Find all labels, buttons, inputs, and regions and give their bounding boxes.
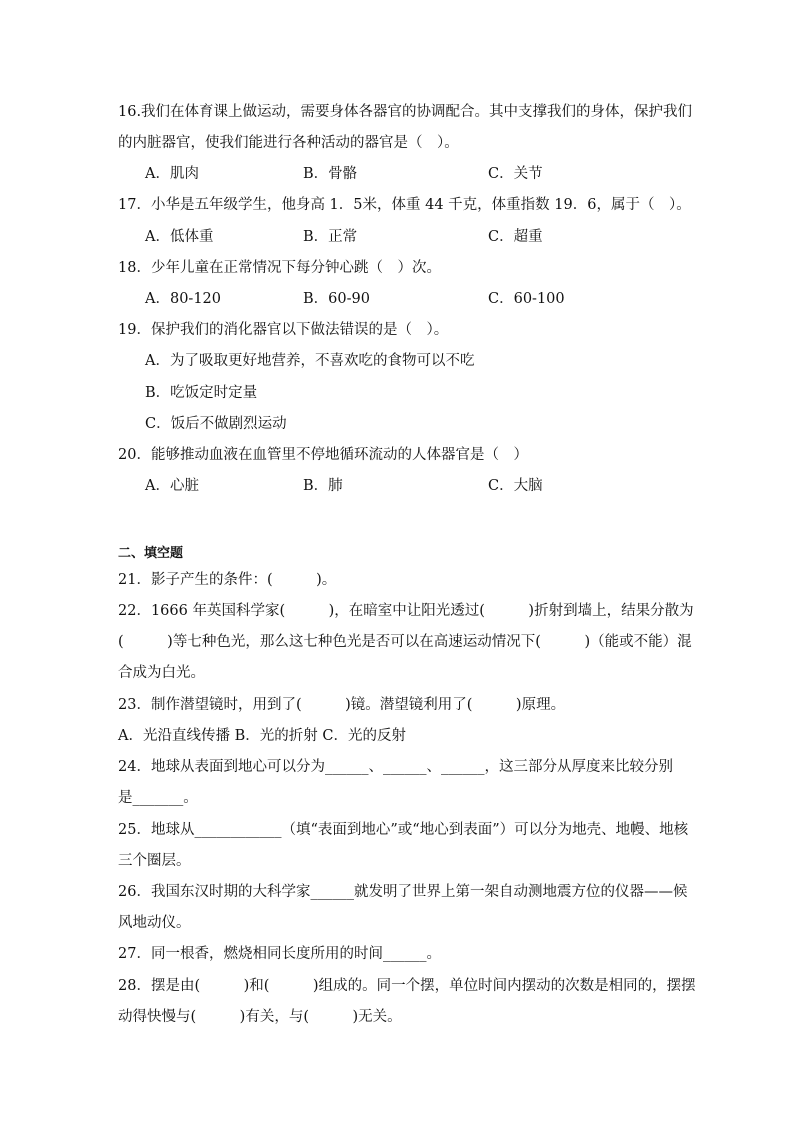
q19-option-b: B．吃饭定时定量	[145, 385, 258, 401]
q17-text: 17．小华是五年级学生，他身高 1．5米，体重 44 千克，体重指数 19．6，属于（ ）。	[118, 197, 691, 213]
q16-option-a: A．肌肉	[145, 166, 199, 182]
q28-text-line2: 动得快慢与( )有关，与( )无关。	[118, 1009, 402, 1025]
q19-option-a: A．为了吸取更好地营养，不喜欢吃的食物可以不吃	[145, 353, 475, 369]
q20-option-b: B．肺	[303, 478, 343, 494]
q24-text-line2: 是_______。	[118, 790, 198, 806]
q18-option-a: A．80-120	[145, 291, 221, 307]
section-heading-fill-blank: 二、填空题	[118, 546, 184, 561]
q19-option-c: C．饭后不做剧烈运动	[145, 416, 287, 432]
q23-text: 23．制作潜望镜时，用到了( )镜。潜望镜利用了( )原理。	[118, 697, 566, 713]
q17-option-a: A．低体重	[145, 229, 214, 245]
q20-text: 20．能够推动血液在血管里不停地循环流动的人体器官是（ ）	[118, 447, 528, 463]
q26-text-line1: 26．我国东汉时期的大科学家______就发明了世界上第一架自动测地震方位的仪器——候	[118, 884, 688, 900]
q16-option-b: B．骨骼	[303, 166, 358, 182]
q23-options: A．光沿直线传播 B．光的折射 C．光的反射	[118, 728, 406, 744]
q20-option-c: C．大脑	[488, 478, 543, 494]
q18-text: 18．少年儿童在正常情况下每分钟心跳（ ）次。	[118, 260, 441, 276]
q16-text-line1: 16.我们在体育课上做运动，需要身体各器官的协调配合。其中支撑我们的身体，保护我们	[118, 104, 693, 120]
q16-option-c: C．关节	[488, 166, 543, 182]
q20-option-a: A．心脏	[145, 478, 199, 494]
q25-text-line2: 三个圈层。	[118, 853, 191, 869]
q22-text-line2: ( )等七种色光，那么这七种色光是否可以在高速运动情况下( )（能或不能）混	[118, 634, 692, 650]
q18-option-c: C．60-100	[488, 291, 565, 307]
q22-text-line1: 22．1666 年英国科学家( )，在暗室中让阳光透过( )折射到墙上，结果分散为	[118, 603, 694, 619]
q21-text: 21．影子产生的条件：( )。	[118, 572, 337, 588]
q24-text-line1: 24．地球从表面到地心可以分为______、______、______，这三部分从厚度来比较分别	[118, 759, 673, 775]
q26-text-line2: 风地动仪。	[118, 915, 191, 931]
q27-text: 27．同一根香，燃烧相同长度所用的时间______。	[118, 946, 441, 962]
q20-options	[145, 476, 665, 496]
q28-text-line1: 28．摆是由( )和( )组成的。同一个摆，单位时间内摆动的次数是相同的，摆摆	[118, 978, 696, 994]
q16-options	[145, 164, 665, 184]
q18-option-b: B．60-90	[303, 291, 370, 307]
q19-text: 19．保护我们的消化器官以下做法错误的是（ ）。	[118, 322, 449, 338]
q25-text-line1: 25．地球从____________（填“表面到地心”或“地心到表面”）可以分为地壳、地幔、地核	[118, 822, 689, 838]
q17-option-b: B．正常	[303, 229, 358, 245]
q22-text-line3: 合成为白光。	[118, 665, 205, 681]
q18-options	[145, 289, 665, 309]
q17-options	[145, 227, 665, 247]
q17-option-c: C．超重	[488, 229, 543, 245]
q16-text-line2: 的内脏器官，使我们能进行各种活动的器官是（ ）。	[118, 135, 459, 151]
